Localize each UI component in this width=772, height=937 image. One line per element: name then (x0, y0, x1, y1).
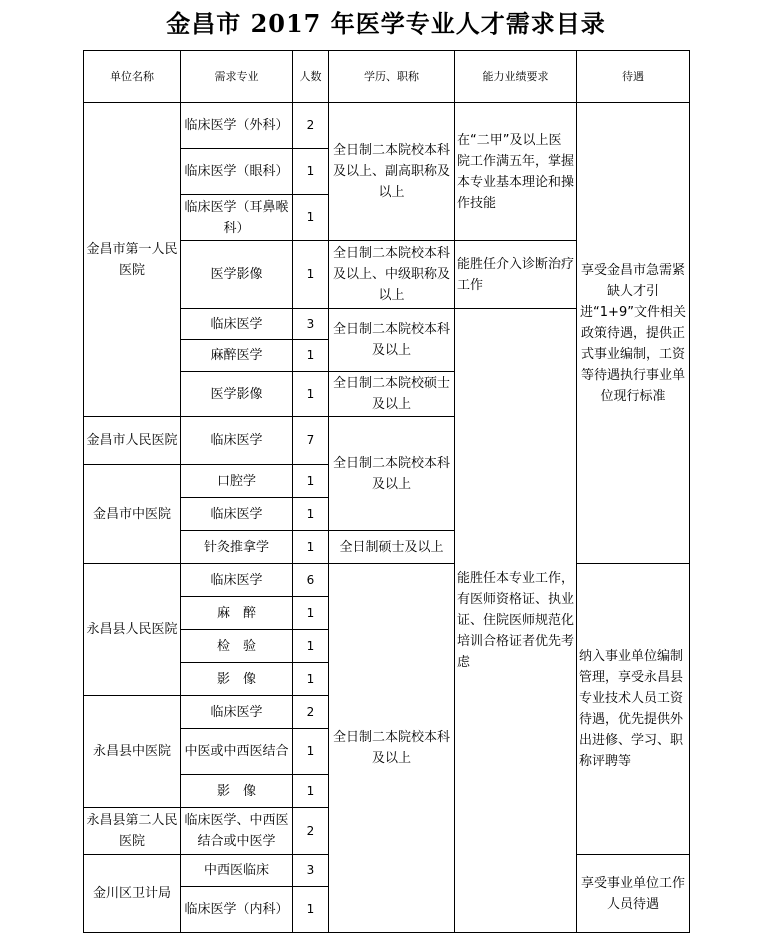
major-cell: 临床医学 (181, 696, 293, 729)
major-cell: 临床医学（耳鼻喉科） (181, 195, 293, 241)
education-cell: 全日制二本院校本科及以上、副高职称及以上 (329, 103, 455, 241)
count-cell: 1 (293, 340, 329, 372)
education-cell: 全日制二本院校本科及以上 (329, 417, 455, 531)
count-cell: 2 (293, 808, 329, 855)
count-cell: 1 (293, 597, 329, 630)
count-cell: 1 (293, 729, 329, 775)
unit-cell: 永昌县人民医院 (84, 564, 181, 696)
header-unit: 单位名称 (84, 51, 181, 103)
major-cell: 影 像 (181, 663, 293, 696)
education-cell: 全日制二本院校硕士及以上 (329, 372, 455, 417)
count-cell: 3 (293, 309, 329, 340)
unit-cell: 金川区卫计局 (84, 855, 181, 933)
count-cell: 1 (293, 241, 329, 309)
count-cell: 1 (293, 372, 329, 417)
ability-cell: 能胜任本专业工作，有医师资格证、执业证、住院医师规范化培训合格证者优先考虑 (455, 309, 577, 933)
count-cell: 1 (293, 775, 329, 808)
major-cell: 中西医临床 (181, 855, 293, 887)
header-ability: 能力业绩要求 (455, 51, 577, 103)
unit-cell: 永昌县中医院 (84, 696, 181, 808)
benefit-cell: 享受事业单位工作人员待遇 (577, 855, 690, 933)
major-cell: 针灸推拿学 (181, 531, 293, 564)
major-cell: 临床医学 (181, 564, 293, 597)
major-cell: 临床医学（外科） (181, 103, 293, 149)
major-cell: 临床医学（内科） (181, 887, 293, 933)
major-cell: 临床医学（眼科） (181, 149, 293, 195)
major-cell: 检 验 (181, 630, 293, 663)
page-title: 金昌市 2017 年医学专业人才需求目录 (166, 9, 606, 38)
count-cell: 1 (293, 498, 329, 531)
ability-cell: 在“二甲”及以上医院工作满五年，掌握本专业基本理论和操作技能 (455, 103, 577, 241)
unit-cell: 永昌县第二人民医院 (84, 808, 181, 855)
header-benefit: 待遇 (577, 51, 690, 103)
demand-table (83, 50, 690, 933)
count-cell: 1 (293, 887, 329, 933)
education-cell: 全日制二本院校本科及以上 (329, 564, 455, 933)
major-cell: 口腔学 (181, 465, 293, 498)
major-cell: 医学影像 (181, 241, 293, 309)
benefit-cell: 纳入事业单位编制管理，享受永昌县专业技术人员工资待遇，优先提供外出进修、学习、职称评聘等 (577, 564, 690, 855)
major-cell: 临床医学 (181, 309, 293, 340)
count-cell: 1 (293, 149, 329, 195)
ability-cell: 能胜任介入诊断治疗工作 (455, 241, 577, 309)
unit-cell: 金昌市第一人民医院 (84, 103, 181, 417)
table-row (84, 564, 690, 597)
major-cell: 临床医学 (181, 498, 293, 531)
education-cell: 全日制二本院校本科及以上、中级职称及以上 (329, 241, 455, 309)
major-cell: 影 像 (181, 775, 293, 808)
count-cell: 2 (293, 103, 329, 149)
count-cell: 1 (293, 663, 329, 696)
header-education: 学历、职称 (329, 51, 455, 103)
major-cell: 医学影像 (181, 372, 293, 417)
count-cell: 1 (293, 195, 329, 241)
major-cell: 麻醉医学 (181, 340, 293, 372)
major-cell: 临床医学 (181, 417, 293, 465)
benefit-cell: 享受金昌市急需紧缺人才引进“1+9”文件相关政策待遇，提供正式事业编制，工资等待遇执行事业单位现行标准 (577, 103, 690, 564)
count-cell: 2 (293, 696, 329, 729)
table-row (84, 103, 690, 149)
unit-cell: 金昌市中医院 (84, 465, 181, 564)
header-count: 人数 (293, 51, 329, 103)
education-cell: 全日制硕士及以上 (329, 531, 455, 564)
major-cell: 中医或中西医结合 (181, 729, 293, 775)
count-cell: 3 (293, 855, 329, 887)
education-cell: 全日制二本院校本科及以上 (329, 309, 455, 372)
count-cell: 1 (293, 531, 329, 564)
count-cell: 6 (293, 564, 329, 597)
major-cell: 临床医学、中西医结合或中医学 (181, 808, 293, 855)
header-major: 需求专业 (181, 51, 293, 103)
unit-cell: 金昌市人民医院 (84, 417, 181, 465)
count-cell: 1 (293, 630, 329, 663)
major-cell: 麻 醉 (181, 597, 293, 630)
count-cell: 1 (293, 465, 329, 498)
header-row (84, 51, 690, 103)
count-cell: 7 (293, 417, 329, 465)
